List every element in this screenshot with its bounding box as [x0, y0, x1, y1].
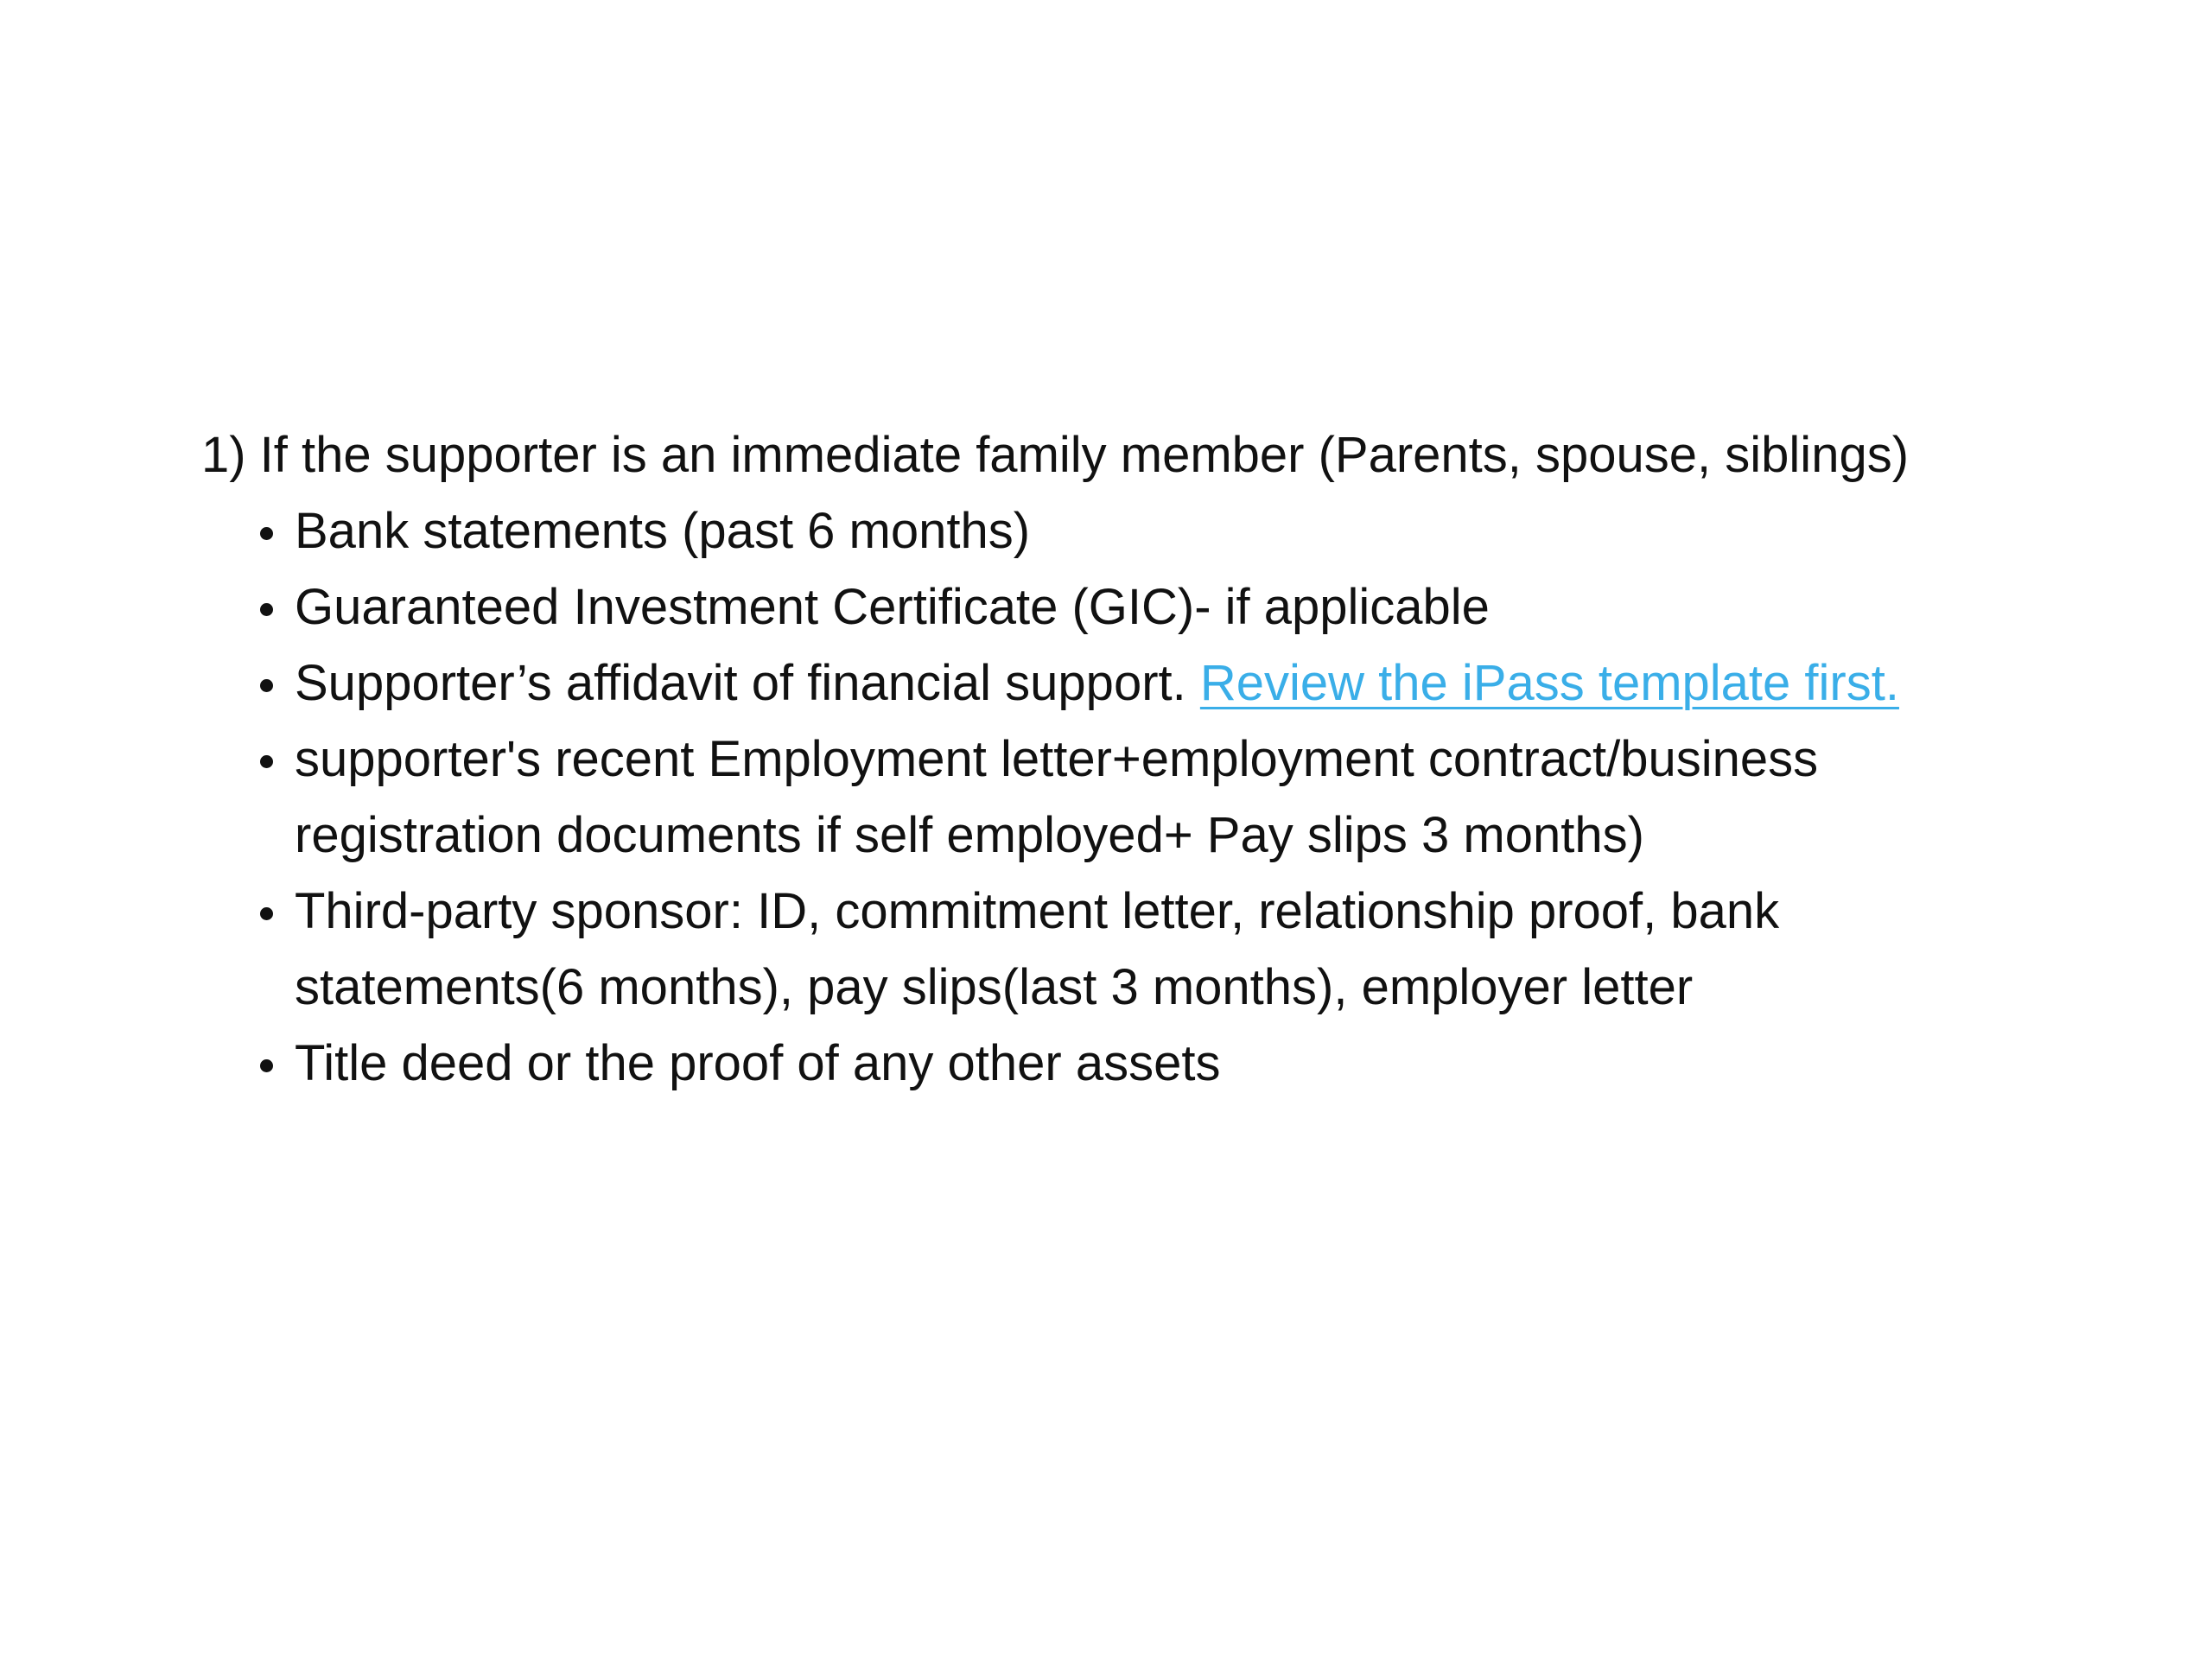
list-item	[295, 493, 1988, 569]
ipass-template-link[interactable]: Review the iPass template first.	[1199, 655, 1899, 711]
list-item	[295, 569, 1988, 645]
list-item	[295, 874, 1988, 1026]
intro-heading: 1) If the supporter is an immediate family member (Parents, spouse, siblings)	[201, 427, 1910, 483]
list-item	[295, 1026, 1988, 1102]
bullet-icon	[260, 679, 273, 692]
bullet-icon	[260, 1059, 273, 1072]
document-body	[201, 417, 2016, 1102]
list-item-text: supporter's recent Employment letter+employment contract/business registration documents if self employed+ Pay slips 3 months)	[295, 731, 1819, 863]
bullet-icon	[260, 603, 273, 616]
list-item	[295, 645, 1988, 721]
list-item-text: Title deed or the proof of any other assets	[295, 1035, 1221, 1091]
bullet-icon	[260, 755, 273, 768]
list-item-text: Guaranteed Investment Certificate (GIC)- if applicable	[295, 579, 1490, 635]
bullet-icon	[260, 527, 273, 540]
bullet-icon	[260, 907, 273, 920]
list-item-text: Supporter’s affidavit of financial support.	[295, 655, 1200, 711]
list-item	[295, 721, 1988, 874]
list-item-text: Third-party sponsor: ID, commitment letter, relationship proof, bank statements(6 months), pay slips(last 3 months), employer letter	[295, 883, 1780, 1015]
requirements-list	[201, 493, 2016, 1102]
list-item-text: Bank statements (past 6 months)	[295, 503, 1031, 559]
